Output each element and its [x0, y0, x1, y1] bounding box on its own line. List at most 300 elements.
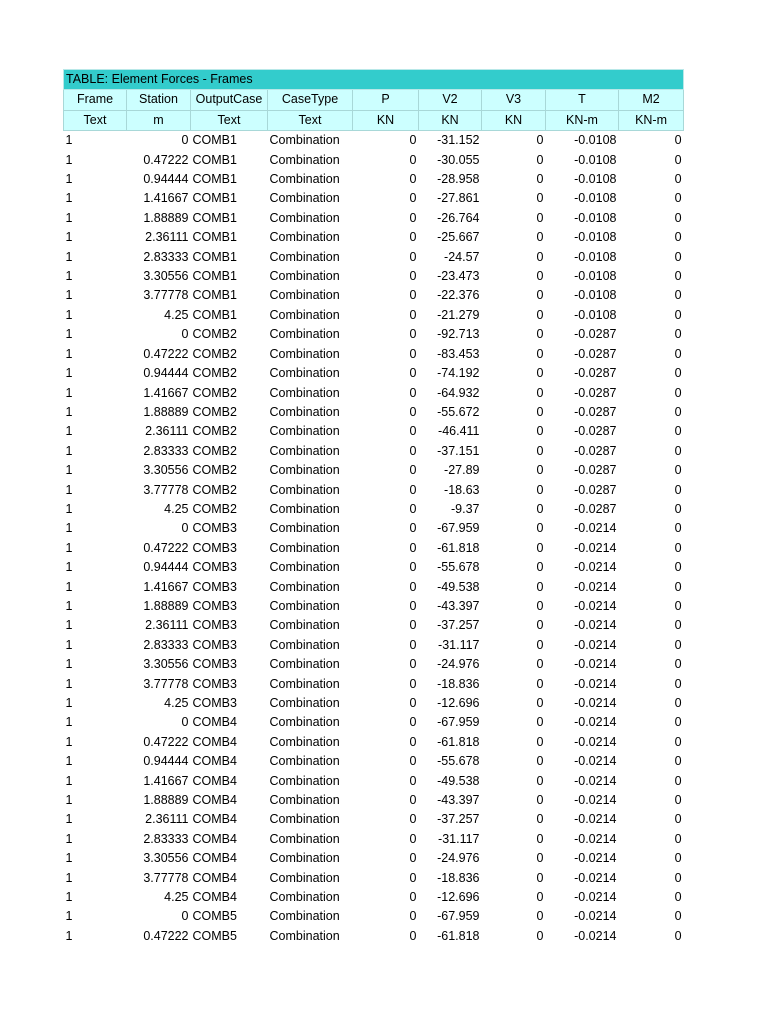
cell-station[interactable]: 4.25	[164, 307, 189, 322]
cell-m2[interactable]: 0	[674, 366, 682, 381]
cell-p[interactable]: 0	[409, 191, 417, 206]
cell-frame[interactable]: 1	[65, 870, 73, 885]
cell-outputcase[interactable]: COMB4	[192, 812, 237, 827]
cell-m2[interactable]: 0	[674, 676, 682, 691]
cell-casetype[interactable]: Combination	[269, 307, 340, 322]
cell-outputcase[interactable]: COMB4	[192, 870, 237, 885]
cell-frame[interactable]: 1	[65, 269, 73, 284]
cell-casetype[interactable]: Combination	[269, 696, 340, 710]
cell-m2[interactable]: 0	[674, 385, 682, 400]
cell-m2[interactable]: 0	[674, 191, 682, 206]
cell-frame[interactable]: 1	[65, 812, 73, 827]
cell-frame[interactable]: 1	[65, 482, 73, 497]
cell-station[interactable]: 3.77778	[143, 870, 189, 885]
cell-v2[interactable]: -31.117	[438, 831, 480, 846]
cell-station[interactable]: 1.88889	[143, 404, 189, 419]
cell-casetype[interactable]: Combination	[269, 327, 340, 342]
cell-frame[interactable]: 1	[65, 579, 73, 594]
cell-frame[interactable]: 1	[65, 210, 73, 225]
cell-m2[interactable]: 0	[674, 521, 682, 536]
cell-v2[interactable]: -92.713	[437, 327, 480, 342]
cell-m2[interactable]: 0	[674, 657, 682, 672]
cell-m2[interactable]: 0	[674, 269, 682, 284]
cell-outputcase[interactable]: COMB2	[192, 424, 237, 439]
cell-casetype[interactable]: Combination	[269, 734, 340, 749]
cell-v3[interactable]: 0	[536, 812, 544, 827]
cell-t[interactable]: -0.0214	[574, 637, 617, 652]
cell-p[interactable]: 0	[409, 793, 417, 808]
cell-casetype[interactable]: Combination	[269, 657, 340, 672]
cell-v2[interactable]: -37.257	[437, 618, 480, 633]
cell-frame[interactable]: 1	[65, 385, 73, 400]
cell-station[interactable]: 2.36111	[145, 230, 189, 245]
cell-m2[interactable]: 0	[674, 773, 682, 788]
cell-v2[interactable]: -61.818	[437, 928, 480, 943]
cell-m2[interactable]: 0	[674, 463, 682, 478]
cell-v2[interactable]: -22.376	[437, 288, 480, 303]
cell-v2[interactable]: -37.257	[437, 812, 480, 827]
cell-casetype[interactable]: Combination	[269, 793, 340, 808]
cell-v3[interactable]: 0	[536, 404, 544, 419]
cell-p[interactable]: 0	[409, 327, 417, 342]
cell-t[interactable]: -0.0214	[574, 696, 617, 710]
cell-station[interactable]: 3.30556	[143, 851, 189, 866]
cell-frame[interactable]: 1	[65, 172, 73, 187]
cell-station[interactable]: 1.41667	[143, 385, 189, 400]
cell-m2[interactable]: 0	[674, 598, 682, 613]
cell-frame[interactable]: 1	[65, 521, 73, 536]
cell-v2[interactable]: -18.836	[437, 676, 480, 691]
cell-p[interactable]: 0	[409, 482, 417, 497]
cell-frame[interactable]: 1	[65, 851, 73, 866]
cell-m2[interactable]: 0	[674, 404, 682, 419]
cell-casetype[interactable]: Combination	[269, 598, 340, 613]
cell-p[interactable]: 0	[409, 288, 417, 303]
cell-station[interactable]: 1.88889	[143, 793, 189, 808]
cell-v2[interactable]: -21.279	[437, 307, 480, 322]
cell-outputcase[interactable]: COMB3	[192, 696, 237, 710]
cell-m2[interactable]: 0	[674, 851, 682, 866]
cell-station[interactable]: 2.83333	[143, 249, 189, 264]
cell-p[interactable]: 0	[409, 637, 417, 652]
cell-casetype[interactable]: Combination	[269, 715, 340, 730]
cell-frame[interactable]: 1	[65, 909, 73, 924]
cell-p[interactable]: 0	[409, 812, 417, 827]
cell-v3[interactable]: 0	[536, 443, 544, 458]
cell-casetype[interactable]: Combination	[269, 463, 340, 478]
cell-p[interactable]: 0	[409, 540, 417, 555]
cell-frame[interactable]: 1	[65, 501, 73, 516]
cell-m2[interactable]: 0	[674, 560, 682, 575]
cell-casetype[interactable]: Combination	[269, 909, 340, 924]
cell-v3[interactable]: 0	[536, 346, 544, 361]
cell-v3[interactable]: 0	[536, 754, 544, 769]
cell-v3[interactable]: 0	[536, 172, 544, 187]
cell-v2[interactable]: -18.836	[437, 870, 480, 885]
cell-v2[interactable]: -23.473	[437, 269, 480, 284]
cell-frame[interactable]: 1	[65, 657, 73, 672]
cell-frame[interactable]: 1	[65, 366, 73, 381]
cell-t[interactable]: -0.0214	[574, 657, 617, 672]
cell-v3[interactable]: 0	[536, 482, 544, 497]
cell-m2[interactable]: 0	[674, 249, 682, 264]
cell-m2[interactable]: 0	[674, 501, 682, 516]
cell-t[interactable]: -0.0108	[574, 288, 617, 303]
cell-t[interactable]: -0.0108	[574, 230, 617, 245]
cell-v3[interactable]: 0	[536, 463, 544, 478]
cell-t[interactable]: -0.0108	[574, 133, 617, 148]
cell-frame[interactable]: 1	[65, 618, 73, 633]
cell-outputcase[interactable]: COMB3	[192, 618, 237, 633]
cell-v2[interactable]: -67.959	[437, 909, 480, 924]
cell-station[interactable]: 0.47222	[143, 152, 189, 167]
cell-p[interactable]: 0	[409, 909, 417, 924]
cell-station[interactable]: 0.47222	[143, 346, 189, 361]
cell-m2[interactable]: 0	[674, 928, 682, 943]
cell-frame[interactable]: 1	[65, 637, 73, 652]
cell-v2[interactable]: -28.958	[437, 172, 480, 187]
cell-station[interactable]: 1.88889	[143, 598, 189, 613]
cell-casetype[interactable]: Combination	[269, 443, 340, 458]
cell-m2[interactable]: 0	[674, 133, 682, 148]
cell-station[interactable]: 2.83333	[143, 637, 189, 652]
cell-outputcase[interactable]: COMB2	[192, 404, 237, 419]
cell-station[interactable]: 0	[181, 715, 189, 730]
cell-outputcase[interactable]: COMB1	[192, 172, 237, 187]
cell-v3[interactable]: 0	[536, 288, 544, 303]
cell-m2[interactable]: 0	[674, 715, 682, 730]
cell-outputcase[interactable]: COMB2	[192, 385, 237, 400]
cell-casetype[interactable]: Combination	[269, 191, 340, 206]
column-header-outputcase[interactable]: OutputCase	[191, 90, 268, 110]
cell-outputcase[interactable]: COMB3	[192, 598, 237, 613]
cell-v2[interactable]: -30.055	[437, 152, 480, 167]
cell-m2[interactable]: 0	[674, 152, 682, 167]
column-header-m2[interactable]: M2	[619, 90, 684, 110]
cell-p[interactable]: 0	[409, 307, 417, 322]
cell-frame[interactable]: 1	[65, 890, 73, 905]
cell-p[interactable]: 0	[409, 598, 417, 613]
cell-v3[interactable]: 0	[536, 230, 544, 245]
cell-casetype[interactable]: Combination	[269, 501, 340, 516]
cell-m2[interactable]: 0	[674, 618, 682, 633]
cell-p[interactable]: 0	[409, 346, 417, 361]
cell-t[interactable]: -0.0108	[574, 191, 617, 206]
cell-p[interactable]: 0	[409, 676, 417, 691]
cell-v2[interactable]: -55.672	[437, 404, 480, 419]
cell-t[interactable]: -0.0214	[574, 928, 617, 943]
cell-m2[interactable]: 0	[674, 812, 682, 827]
cell-casetype[interactable]: Combination	[269, 210, 340, 225]
cell-v3[interactable]: 0	[536, 831, 544, 846]
cell-frame[interactable]: 1	[65, 327, 73, 342]
cell-p[interactable]: 0	[409, 152, 417, 167]
cell-v3[interactable]: 0	[536, 637, 544, 652]
column-header-v2[interactable]: V2	[419, 90, 482, 110]
cell-v2[interactable]: -83.453	[437, 346, 480, 361]
cell-station[interactable]: 0.94444	[143, 560, 189, 575]
cell-t[interactable]: -0.0287	[574, 404, 617, 419]
cell-p[interactable]: 0	[409, 579, 417, 594]
cell-station[interactable]: 1.41667	[143, 579, 189, 594]
cell-frame[interactable]: 1	[65, 831, 73, 846]
cell-t[interactable]: -0.0214	[574, 773, 617, 788]
cell-outputcase[interactable]: COMB4	[192, 831, 237, 846]
cell-casetype[interactable]: Combination	[269, 890, 340, 905]
cell-p[interactable]: 0	[409, 618, 417, 633]
cell-frame[interactable]: 1	[65, 463, 73, 478]
cell-v3[interactable]: 0	[536, 210, 544, 225]
cell-outputcase[interactable]: COMB3	[192, 676, 237, 691]
cell-casetype[interactable]: Combination	[269, 385, 340, 400]
cell-casetype[interactable]: Combination	[269, 366, 340, 381]
cell-t[interactable]: -0.0108	[574, 249, 617, 264]
cell-station[interactable]: 4.25	[164, 890, 189, 905]
cell-casetype[interactable]: Combination	[269, 870, 340, 885]
cell-m2[interactable]: 0	[674, 870, 682, 885]
cell-outputcase[interactable]: COMB2	[192, 366, 237, 381]
cell-station[interactable]: 3.77778	[143, 288, 189, 303]
cell-t[interactable]: -0.0214	[574, 909, 617, 924]
cell-m2[interactable]: 0	[674, 424, 682, 439]
cell-station[interactable]: 1.88889	[143, 210, 189, 225]
cell-station[interactable]: 0.47222	[143, 928, 189, 943]
cell-m2[interactable]: 0	[674, 734, 682, 749]
cell-frame[interactable]: 1	[65, 152, 73, 167]
cell-casetype[interactable]: Combination	[269, 676, 340, 691]
cell-v2[interactable]: -43.397	[437, 793, 480, 808]
cell-outputcase[interactable]: COMB2	[192, 463, 237, 478]
cell-v2[interactable]: -24.57	[444, 249, 480, 264]
cell-outputcase[interactable]: COMB3	[192, 579, 237, 594]
cell-m2[interactable]: 0	[674, 540, 682, 555]
cell-v2[interactable]: -37.151	[437, 443, 480, 458]
cell-p[interactable]: 0	[409, 870, 417, 885]
cell-outputcase[interactable]: COMB4	[192, 773, 237, 788]
cell-frame[interactable]: 1	[65, 696, 73, 710]
cell-p[interactable]: 0	[409, 521, 417, 536]
cell-outputcase[interactable]: COMB2	[192, 501, 237, 516]
cell-v3[interactable]: 0	[536, 676, 544, 691]
cell-outputcase[interactable]: COMB1	[192, 288, 237, 303]
cell-frame[interactable]: 1	[65, 734, 73, 749]
cell-m2[interactable]: 0	[674, 307, 682, 322]
cell-v2[interactable]: -25.667	[437, 230, 480, 245]
cell-t[interactable]: -0.0214	[574, 715, 617, 730]
cell-t[interactable]: -0.0214	[574, 540, 617, 555]
cell-m2[interactable]: 0	[674, 288, 682, 303]
cell-p[interactable]: 0	[409, 443, 417, 458]
cell-p[interactable]: 0	[409, 831, 417, 846]
cell-p[interactable]: 0	[409, 385, 417, 400]
cell-casetype[interactable]: Combination	[269, 928, 340, 943]
cell-outputcase[interactable]: COMB1	[192, 269, 237, 284]
cell-t[interactable]: -0.0214	[574, 793, 617, 808]
cell-outputcase[interactable]: COMB2	[192, 327, 237, 342]
column-header-station[interactable]: Station	[127, 90, 191, 110]
cell-frame[interactable]: 1	[65, 715, 73, 730]
cell-frame[interactable]: 1	[65, 288, 73, 303]
cell-v3[interactable]: 0	[536, 598, 544, 613]
cell-v3[interactable]: 0	[536, 521, 544, 536]
cell-station[interactable]: 4.25	[164, 696, 189, 710]
cell-m2[interactable]: 0	[674, 482, 682, 497]
column-header-p[interactable]: P	[353, 90, 419, 110]
cell-outputcase[interactable]: COMB1	[192, 133, 237, 148]
cell-v2[interactable]: -27.861	[437, 191, 480, 206]
cell-v2[interactable]: -67.959	[437, 715, 480, 730]
cell-frame[interactable]: 1	[65, 928, 73, 943]
cell-outputcase[interactable]: COMB3	[192, 657, 237, 672]
cell-v2[interactable]: -61.818	[437, 540, 480, 555]
cell-frame[interactable]: 1	[65, 230, 73, 245]
cell-t[interactable]: -0.0287	[574, 482, 617, 497]
column-header-casetype[interactable]: CaseType	[268, 90, 353, 110]
cell-v2[interactable]: -9.37	[451, 501, 480, 516]
cell-casetype[interactable]: Combination	[269, 172, 340, 187]
cell-casetype[interactable]: Combination	[269, 773, 340, 788]
cell-p[interactable]: 0	[409, 657, 417, 672]
cell-v3[interactable]: 0	[536, 540, 544, 555]
cell-m2[interactable]: 0	[674, 831, 682, 846]
cell-t[interactable]: -0.0287	[574, 424, 617, 439]
cell-casetype[interactable]: Combination	[269, 152, 340, 167]
cell-frame[interactable]: 1	[65, 598, 73, 613]
cell-v3[interactable]: 0	[536, 890, 544, 905]
cell-t[interactable]: -0.0214	[574, 521, 617, 536]
cell-v2[interactable]: -12.696	[437, 696, 480, 710]
cell-m2[interactable]: 0	[674, 210, 682, 225]
cell-v2[interactable]: -67.959	[437, 521, 480, 536]
cell-station[interactable]: 0.94444	[143, 172, 189, 187]
cell-outputcase[interactable]: COMB1	[192, 210, 237, 225]
cell-station[interactable]: 0.47222	[143, 734, 189, 749]
cell-outputcase[interactable]: COMB3	[192, 521, 237, 536]
cell-casetype[interactable]: Combination	[269, 521, 340, 536]
cell-t[interactable]: -0.0214	[574, 618, 617, 633]
cell-v2[interactable]: -18.63	[444, 482, 480, 497]
cell-v2[interactable]: -64.932	[437, 385, 480, 400]
cell-t[interactable]: -0.0287	[574, 366, 617, 381]
cell-frame[interactable]: 1	[65, 346, 73, 361]
cell-station[interactable]: 0	[181, 909, 189, 924]
cell-outputcase[interactable]: COMB4	[192, 715, 237, 730]
cell-p[interactable]: 0	[409, 928, 417, 943]
cell-frame[interactable]: 1	[65, 754, 73, 769]
cell-station[interactable]: 2.83333	[143, 443, 189, 458]
cell-m2[interactable]: 0	[674, 890, 682, 905]
cell-outputcase[interactable]: COMB1	[192, 307, 237, 322]
cell-v3[interactable]: 0	[536, 909, 544, 924]
cell-m2[interactable]: 0	[674, 346, 682, 361]
cell-v2[interactable]: -24.976	[437, 851, 480, 866]
cell-v3[interactable]: 0	[536, 793, 544, 808]
cell-frame[interactable]: 1	[65, 424, 73, 439]
cell-casetype[interactable]: Combination	[269, 637, 340, 652]
cell-outputcase[interactable]: COMB2	[192, 482, 237, 497]
cell-m2[interactable]: 0	[674, 696, 682, 710]
cell-t[interactable]: -0.0214	[574, 890, 617, 905]
cell-frame[interactable]: 1	[65, 191, 73, 206]
cell-casetype[interactable]: Combination	[269, 288, 340, 303]
cell-v3[interactable]: 0	[536, 560, 544, 575]
cell-p[interactable]: 0	[409, 404, 417, 419]
column-header-v3[interactable]: V3	[482, 90, 546, 110]
cell-v3[interactable]: 0	[536, 152, 544, 167]
cell-outputcase[interactable]: COMB4	[192, 793, 237, 808]
cell-t[interactable]: -0.0287	[574, 346, 617, 361]
cell-station[interactable]: 3.30556	[143, 657, 189, 672]
cell-m2[interactable]: 0	[674, 793, 682, 808]
cell-m2[interactable]: 0	[674, 230, 682, 245]
cell-t[interactable]: -0.0214	[574, 560, 617, 575]
cell-station[interactable]: 3.30556	[143, 463, 189, 478]
cell-p[interactable]: 0	[409, 560, 417, 575]
cell-casetype[interactable]: Combination	[269, 230, 340, 245]
cell-station[interactable]: 1.41667	[143, 773, 189, 788]
cell-p[interactable]: 0	[409, 269, 417, 284]
cell-outputcase[interactable]: COMB3	[192, 560, 237, 575]
cell-p[interactable]: 0	[409, 696, 417, 710]
cell-station[interactable]: 1.41667	[143, 191, 189, 206]
cell-station[interactable]: 3.77778	[143, 676, 189, 691]
cell-m2[interactable]: 0	[674, 443, 682, 458]
cell-outputcase[interactable]: COMB5	[192, 928, 237, 943]
cell-outputcase[interactable]: COMB2	[192, 346, 237, 361]
cell-m2[interactable]: 0	[674, 172, 682, 187]
cell-frame[interactable]: 1	[65, 540, 73, 555]
cell-t[interactable]: -0.0287	[574, 385, 617, 400]
cell-outputcase[interactable]: COMB3	[192, 637, 237, 652]
cell-outputcase[interactable]: COMB1	[192, 249, 237, 264]
cell-casetype[interactable]: Combination	[269, 269, 340, 284]
cell-casetype[interactable]: Combination	[269, 851, 340, 866]
cell-v2[interactable]: -27.89	[444, 463, 480, 478]
cell-v2[interactable]: -55.678	[437, 754, 480, 769]
cell-t[interactable]: -0.0214	[574, 598, 617, 613]
cell-v2[interactable]: -26.764	[437, 210, 480, 225]
cell-v3[interactable]: 0	[536, 657, 544, 672]
cell-casetype[interactable]: Combination	[269, 579, 340, 594]
cell-p[interactable]: 0	[409, 734, 417, 749]
cell-v3[interactable]: 0	[536, 307, 544, 322]
cell-station[interactable]: 0.47222	[143, 540, 189, 555]
cell-v2[interactable]: -31.152	[437, 133, 480, 148]
cell-v3[interactable]: 0	[536, 191, 544, 206]
cell-casetype[interactable]: Combination	[269, 812, 340, 827]
cell-station[interactable]: 0	[181, 327, 189, 342]
cell-v3[interactable]: 0	[536, 773, 544, 788]
cell-casetype[interactable]: Combination	[269, 560, 340, 575]
cell-station[interactable]: 0.94444	[143, 754, 189, 769]
cell-station[interactable]: 2.36111	[145, 424, 189, 439]
cell-outputcase[interactable]: COMB1	[192, 230, 237, 245]
cell-v3[interactable]: 0	[536, 696, 544, 710]
cell-t[interactable]: -0.0214	[574, 812, 617, 827]
cell-p[interactable]: 0	[409, 230, 417, 245]
cell-outputcase[interactable]: COMB4	[192, 754, 237, 769]
cell-m2[interactable]: 0	[674, 327, 682, 342]
cell-v3[interactable]: 0	[536, 715, 544, 730]
column-header-t[interactable]: T	[546, 90, 619, 110]
cell-p[interactable]: 0	[409, 890, 417, 905]
cell-v2[interactable]: -61.818	[437, 734, 480, 749]
cell-p[interactable]: 0	[409, 366, 417, 381]
cell-v2[interactable]: -12.696	[437, 890, 480, 905]
cell-outputcase[interactable]: COMB2	[192, 443, 237, 458]
cell-p[interactable]: 0	[409, 463, 417, 478]
cell-frame[interactable]: 1	[65, 404, 73, 419]
